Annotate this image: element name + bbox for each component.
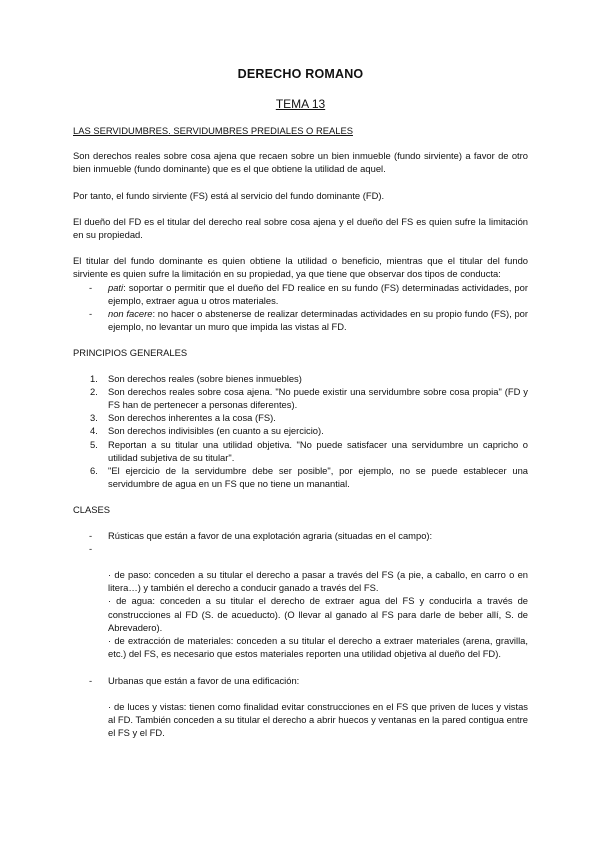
section-heading-clases: CLASES: [73, 504, 110, 516]
list-number: 2.: [90, 385, 98, 397]
list-number: 1.: [90, 372, 98, 384]
spacer: [73, 687, 528, 700]
list-item-text: Son derechos indivisibles (en cuanto a su ejercicio).: [108, 425, 324, 437]
list-item: [73, 464, 528, 490]
term-non-facere: non facere: [108, 308, 153, 320]
list-item: [73, 424, 528, 437]
list-item: [73, 281, 528, 307]
list-marker: -: [89, 674, 93, 686]
list-number: 5.: [90, 438, 98, 450]
list-item-text: Reportan a su titular una utilidad objetiva. "No puede satisfacer una servidumbre un capricho o utilidad subjetiva de su titular".: [108, 438, 528, 463]
document-title: DERECHO ROMANO: [237, 67, 364, 81]
topic-title: TEMA 13: [275, 97, 326, 111]
list-item: [73, 411, 528, 424]
list-number: 4.: [90, 425, 98, 437]
list-item-text: : soportar o permitir que el dueño del FD realice en su fundo (FS) determinadas actividades, por ejemplo, extraer agua u otros materiales.: [108, 281, 528, 306]
list-marker: -: [89, 281, 93, 293]
term-pati: pati: [108, 281, 124, 293]
urbanas-types: [73, 700, 528, 740]
list-item-text: Urbanas que están a favor de una edificación:: [108, 674, 300, 686]
list-number: 3.: [90, 412, 98, 424]
list-marker: -: [89, 542, 93, 554]
principles-list: [73, 372, 528, 491]
list-item: [73, 385, 528, 411]
list-item: [73, 307, 528, 333]
servidumbre-extraccion-materiales: · de extracción de materiales: conceden a su titular el derecho a extraer materiales (arena, gravilla, etc.) del FS, es necesario que estos materiales reporten una utilidad objetiva al dueño del FD).: [108, 635, 528, 660]
list-number: 6.: [90, 465, 98, 477]
paragraph-fundo-sirviente: Por tanto, el fundo sirviente (FS) está al servicio del fundo dominante (FD).: [73, 189, 385, 201]
paragraph-definition: Son derechos reales sobre cosa ajena que recaen sobre un bien inmueble (fundo sirviente) a favor de otro bien inmueble (fundo dominante) que es el que obtiene la utilidad de aquel.: [73, 150, 528, 175]
list-item-text: Rústicas que están a favor de una explotación agraria (situadas en el campo):: [108, 529, 433, 541]
spacer: [73, 555, 528, 568]
servidumbre-de-agua: · de agua: conceden a su titular el derecho de extraer agua del FS y conducirla a través de construcciones al FD (S. de acueducto). (O llevar al ganado al FS para darle de beber allí, S. de Abrevadero).: [108, 595, 528, 633]
list-item-urbanas: [73, 674, 528, 687]
clases-list-urbanas: [73, 674, 528, 687]
rusticas-types: [73, 568, 528, 660]
list-item: [73, 372, 528, 385]
list-marker: -: [89, 529, 93, 541]
list-item-text: : no hacer o abstenerse de realizar determinadas actividades en su propio fundo (FS), por ejemplo, no levantar un muro que impida las vistas al FD.: [108, 308, 528, 333]
section-heading-servidumbres: LAS SERVIDUMBRES. SERVIDUMBRES PREDIALES O REALES: [73, 125, 353, 136]
clases-list: [73, 529, 528, 555]
servidumbre-de-paso: · de paso: conceden a su titular el derecho a pasar a través del FS (a pie, a caballo, en carro o en litera…) y también el derecho a conducir ganado a través del FS.: [108, 569, 528, 594]
list-item-text: Son derechos inherentes a la cosa (FS).: [108, 412, 276, 424]
conduct-list: [73, 281, 528, 334]
list-item-text: Son derechos reales (sobre bienes inmuebles): [108, 372, 302, 384]
list-item-empty: [73, 542, 528, 555]
list-item-text: Son derechos reales sobre cosa ajena. "No puede existir una servidumbre sobre cosa propia" (FD y FS han de pertenecer a personas diferentes).: [108, 385, 528, 411]
document-page: [73, 66, 528, 752]
paragraph-titular: El titular del fundo dominante es quien obtiene la utilidad o beneficio, mientras que el titular del fundo sirviente es quien sufre la limitación en su propiedad, ya que tiene que observar dos tipos de conducta:: [73, 255, 528, 280]
list-item-rusticas: [73, 529, 528, 542]
paragraph-dueno: El dueño del FD es el titular del derecho real sobre cosa ajena y el dueño del FS es quien sufre la limitación en su propiedad.: [73, 215, 528, 241]
section-heading-principios: PRINCIPIOS GENERALES: [73, 347, 188, 359]
list-item-text: "El ejercicio de la servidumbre debe ser posible", por ejemplo, no se puede establecer una servidumbre de agua en un FS que no tiene un manantial.: [108, 465, 528, 490]
list-marker: -: [89, 308, 93, 320]
list-item: [73, 438, 528, 464]
servidumbre-luces-vistas: · de luces y vistas: tienen como finalidad evitar construcciones en el FS que priven de luces y vistas al FD. También conceden a su titular el derecho a abrir huecos y ventanas en la pared contigua entre el FS y el FD.: [108, 700, 528, 739]
